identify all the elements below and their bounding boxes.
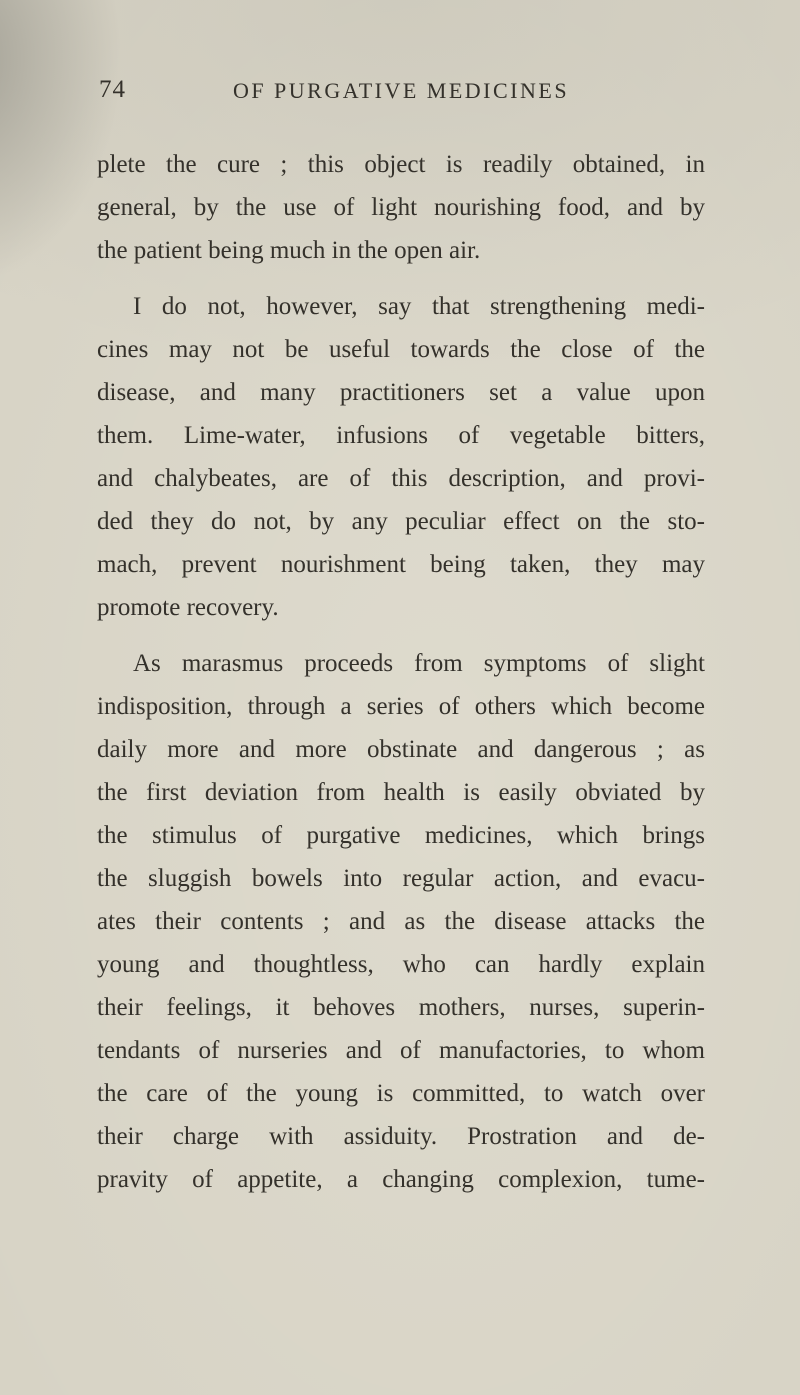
- text-line: plete the cure ; this object is readily obtained, in: [97, 151, 705, 178]
- text-line: ates their contents ; and as the disease attacks the: [97, 908, 705, 935]
- text-line: the sluggish bowels into regular action, and evacu-: [97, 865, 705, 892]
- page-header: [97, 76, 705, 110]
- text-line: promote recovery.: [97, 594, 279, 621]
- text-line: I do not, however, say that strengthening medi-: [133, 293, 705, 320]
- body-text: [97, 143, 705, 1201]
- text-line: mach, prevent nourishment being taken, they may: [97, 551, 705, 578]
- text-line: the first deviation from health is easily obviated by: [97, 779, 705, 806]
- text-line: general, by the use of light nourishing food, and by: [97, 194, 705, 221]
- text-line: As marasmus proceeds from symptoms of slight: [133, 650, 705, 677]
- text-line: the care of the young is committed, to watch over: [97, 1080, 705, 1107]
- text-line: them. Lime-water, infusions of vegetable bitters,: [97, 422, 705, 449]
- running-header: OF PURGATIVE MEDICINES: [232, 78, 570, 103]
- text-line: and chalybeates, are of this description, and provi-: [97, 465, 705, 492]
- text-line: the patient being much in the open air.: [97, 237, 481, 264]
- text-line: daily more and more obstinate and dangerous ; as: [97, 736, 705, 763]
- text-line: tendants of nurseries and of manufactories, to whom: [97, 1037, 705, 1064]
- paragraph: [97, 143, 705, 272]
- text-line: ded they do not, by any peculiar effect on the sto-: [97, 508, 705, 535]
- text-line: their charge with assiduity. Prostration and de-: [97, 1123, 705, 1150]
- text-line: indisposition, through a series of others which become: [97, 693, 705, 720]
- page-number: 74: [99, 76, 126, 103]
- text-line: disease, and many practitioners set a value upon: [97, 379, 705, 406]
- text-line: young and thoughtless, who can hardly explain: [97, 951, 705, 978]
- text-line: the stimulus of purgative medicines, which brings: [97, 822, 705, 849]
- paragraph: [97, 285, 705, 629]
- paragraph: [97, 642, 705, 1201]
- text-line: pravity of appetite, a changing complexion, tume-: [97, 1166, 705, 1193]
- text-line: their feelings, it behoves mothers, nurses, superin-: [97, 994, 705, 1021]
- text-line: cines may not be useful towards the close of the: [97, 336, 705, 363]
